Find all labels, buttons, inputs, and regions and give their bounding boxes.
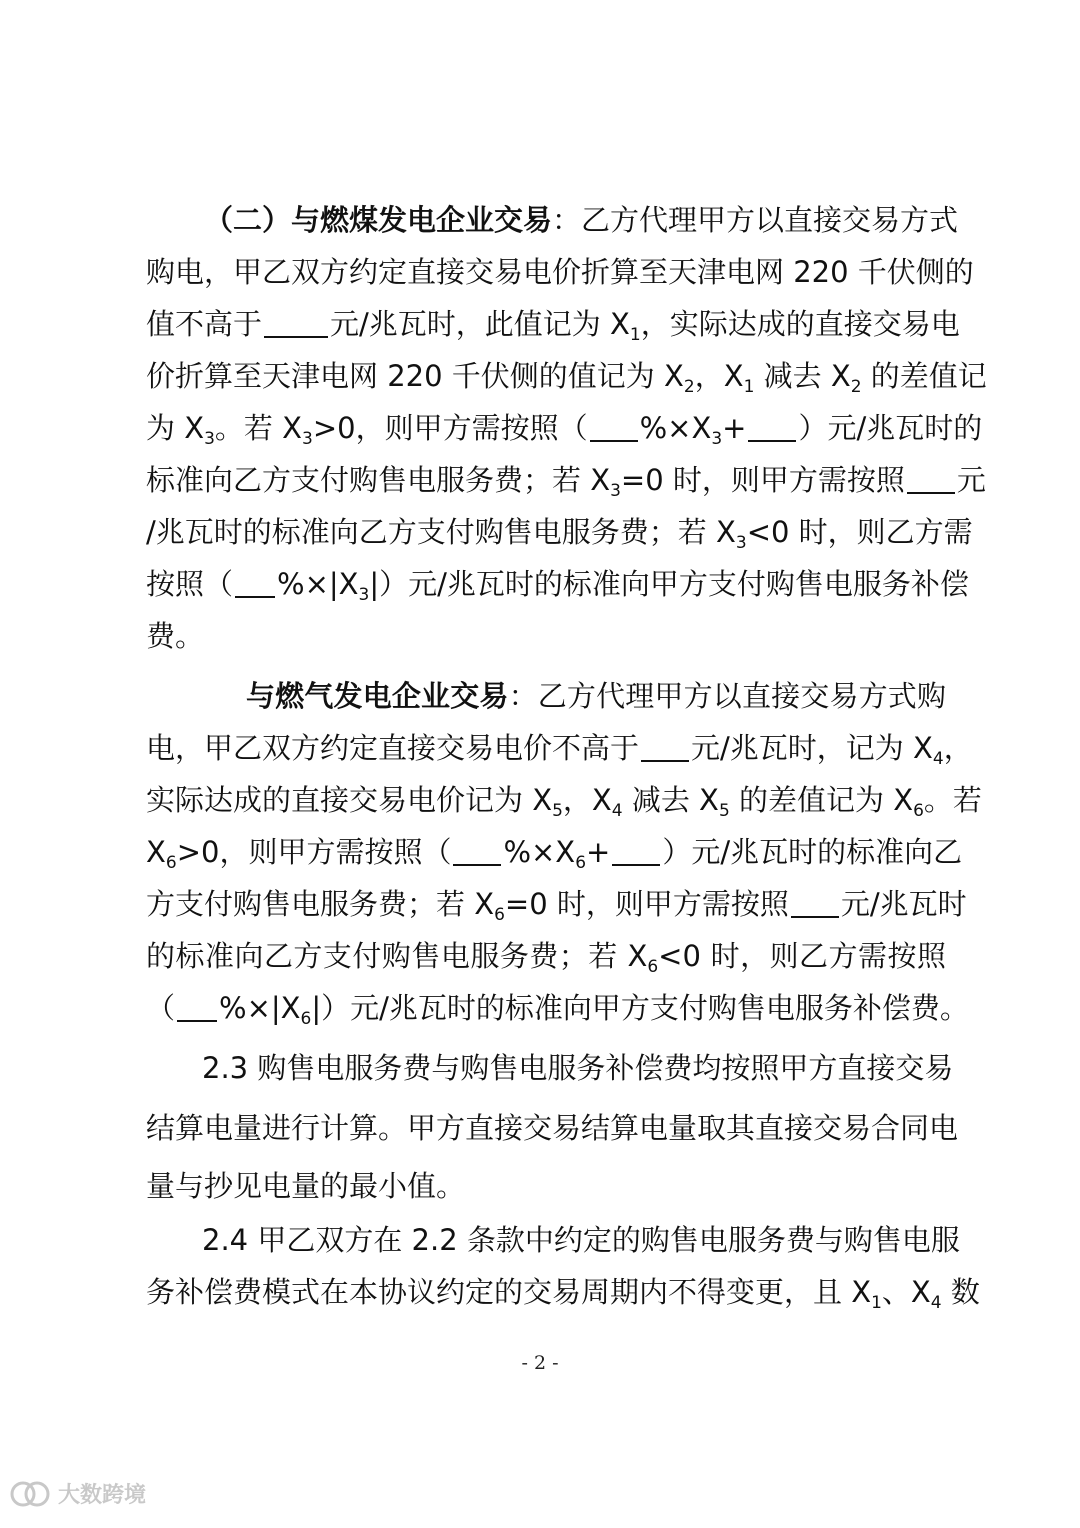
heading-gas: 与燃气发电企业交易 [246, 679, 509, 713]
p3-line1: 2.3 购售电服务费与购售电服务补偿费均按照甲方直接交易 [202, 1051, 954, 1085]
p1-line6: 标准向乙方支付购售电服务费；若 $X_3=0$ 时，则甲方需按照 元 [146, 463, 986, 501]
p2-line1: 与燃气发电企业交易：乙方代理甲方以直接交易方式购 [246, 679, 946, 713]
blank-field [907, 462, 955, 494]
p2-line5: 方支付购售电服务费；若 $X_6=0$ 时，则甲方需按照 元/兆瓦时 [146, 887, 967, 925]
watermark-text: 大数跨境 [58, 1483, 147, 1508]
blank-field [264, 306, 328, 338]
p2-line4: $X_6>0$，则甲方需按照（ $\%\times X_6+$ ）元/兆瓦时的标准向乙 [146, 835, 963, 873]
p3-line2: 结算电量进行计算。甲方直接交易结算电量取其直接交易合同电 [146, 1111, 959, 1145]
watermark-logo-icon [8, 1479, 52, 1509]
p4-line1: 2.4 甲乙双方在 2.2 条款中约定的购售电服务费与购售电服 [202, 1223, 960, 1257]
blank-field [590, 410, 638, 442]
p2-line3: 实际达成的直接交易电价记为 $X_5$，$X_4$ 减去 $X_5$ 的差值记为 $X_6$。若 [146, 783, 982, 821]
p1-line4: 价折算至天津电网 220 千伏侧的值记为 $X_2$，$X_1$ 减去 $X_2$ 的差值记 [146, 359, 987, 397]
p3-line3: 量与抄见电量的最小值。 [146, 1169, 466, 1203]
p1-line3: 值不高于 元/兆瓦时，此值记为 $X_1$，实际达成的直接交易电 [146, 307, 960, 345]
blank-field [177, 990, 217, 1022]
blank-field [612, 834, 660, 866]
p1-line5: 为 $X_3$。若 $X_3>0$，则甲方需按照（ $\%\times X_3+$ ）元/兆瓦时的 [146, 411, 983, 449]
p2-line2: 电，甲乙双方约定直接交易电价不高于 元/兆瓦时，记为 $X_4$， [146, 731, 973, 769]
p2-line6: 的标准向乙方支付购售电服务费；若 $X_6<0$ 时，则乙方需按照 [146, 939, 946, 977]
blank-field [748, 410, 796, 442]
blank-field [453, 834, 501, 866]
p1-line7: /兆瓦时的标准向乙方支付购售电服务费；若 $X_3<0$ 时，则乙方需 [146, 515, 973, 553]
blank-field [791, 886, 839, 918]
p4-line2: 务补偿费模式在本协议约定的交易周期内不得变更，且 $X_1$、$X_4$ 数 [146, 1275, 980, 1313]
heading-coal: （二）与燃煤发电企业交易 [204, 203, 553, 237]
p2-line7: （ $\%\times|X_6|$）元/兆瓦时的标准向甲方支付购售电服务补偿费。 [146, 991, 969, 1029]
p1-line8: 按照（ $\%\times|X_3|$）元/兆瓦时的标准向甲方支付购售电服务补偿 [146, 567, 969, 605]
page-number: - 2 - [521, 1352, 559, 1374]
blank-field [235, 566, 275, 598]
blank-field [641, 730, 689, 762]
p1-line2: 购电，甲乙双方约定直接交易电价折算至天津电网 220 千伏侧的 [146, 255, 974, 289]
p1-line9: 费。 [146, 619, 205, 653]
watermark [8, 1478, 146, 1509]
p1-line1: （二）与燃煤发电企业交易：乙方代理甲方以直接交易方式 [204, 203, 959, 237]
